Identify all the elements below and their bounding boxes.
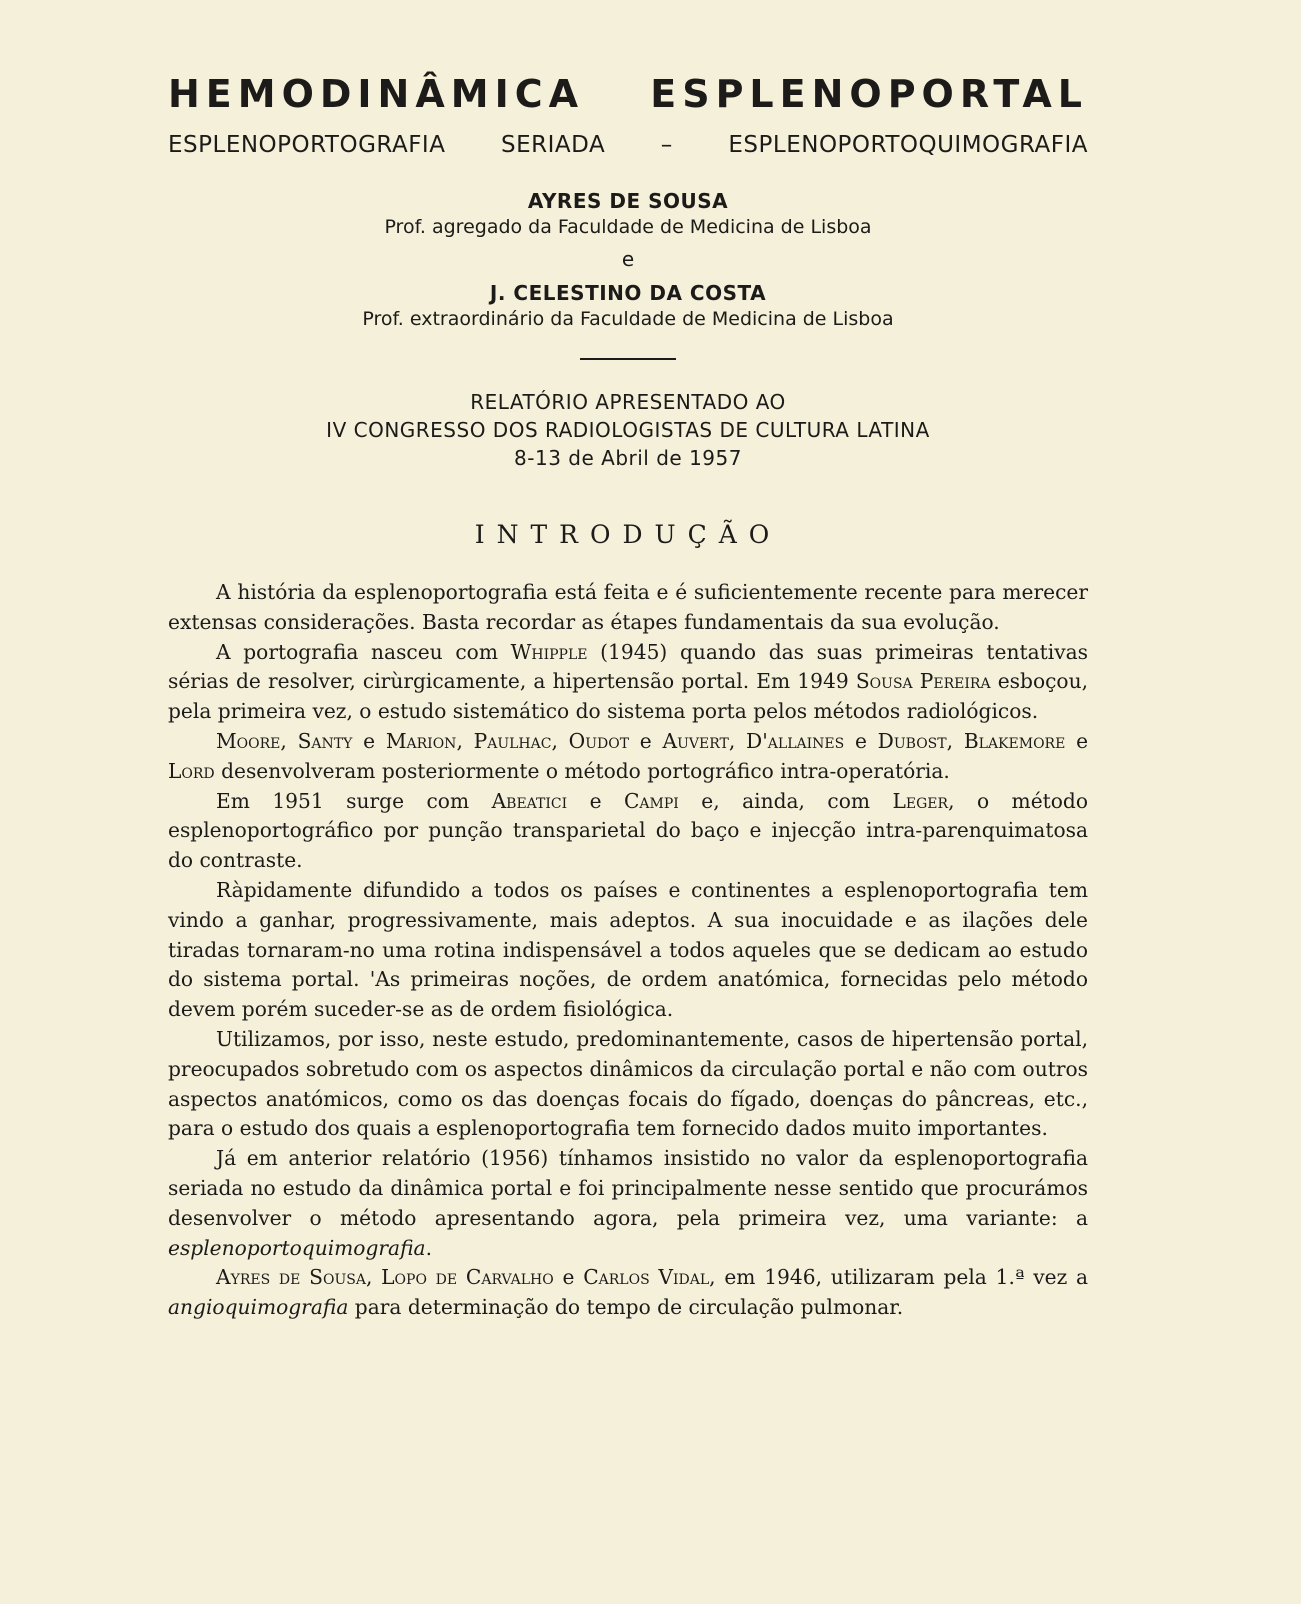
section-heading: INTRODUÇÃO	[474, 520, 782, 549]
italic-term: esplenoportoquimografia	[168, 1235, 426, 1260]
author-block	[168, 188, 1088, 332]
paragraph-2: A portografia nasceu com Whipple (1945) quando das suas primeiras tentativas sérias de resolver, cirùrgicamente, a hipertensão portal. Em 1949 Sousa Pereira esboçou, pela primeira vez, o estudo sistemático do sistema porta pelos métodos radiológicos.	[168, 639, 1088, 724]
author-affiliation-1: Prof. agregado da Faculdade de Medicina de Lisboa	[384, 216, 872, 238]
author-ref: Blakemore	[963, 728, 1066, 753]
document-subtitle: ESPLENOPORTOGRAFIA SERIADA – ESPLENOPORTOQUIMOGRAFIA	[168, 132, 1088, 158]
author-ref: Sousa Pereira	[855, 669, 991, 694]
author-ref: Paulhac	[473, 728, 552, 753]
author-name-1: AYRES DE SOUSA	[527, 189, 729, 213]
divider-rule	[580, 358, 676, 360]
report-line-1: RELATÓRIO APRESENTADO AO	[470, 390, 786, 414]
author-ref: Ayres de Sousa	[216, 1265, 366, 1290]
author-ref: Lopo de Carvalho	[381, 1265, 554, 1290]
author-ref: Leger	[892, 788, 949, 813]
author-ref: Oudot	[568, 728, 630, 753]
paragraph-8: Ayres de Sousa, Lopo de Carvalho e Carlos Vidal, em 1946, utilizaram pela 1.ª vez a angioquimografia para determinação do tempo de circulação pulmonar.	[168, 1265, 1088, 1320]
author-ref: Campi	[623, 788, 679, 813]
paragraph-6: Utilizamos, por isso, neste estudo, predominantemente, casos de hipertensão portal, preocupados sobretudo com os aspectos dinâmicos da circulação portal e não com outros aspectos anatómicos, como os das doenças focais do fígado, doenças do pâncreas, etc., para o estudo dos quais a esplenoportografia tem fornecido dados muito importantes.	[168, 1026, 1088, 1141]
author-affiliation-2: Prof. extraordinário da Faculdade de Medicina de Lisboa	[362, 308, 894, 330]
paragraph-5: Ràpidamente difundido a todos os países e continentes a esplenoportografia tem vindo a ganhar, progressivamente, mais adeptos. A sua inocuidade e as ilações dele tiradas tornaram-no uma rotina indispensável a todos aqueles que se dedicam ao estudo do sistema portal. 'As primeiras noções, de ordem anatómica, fornecidas pelo método devem porém suceder-se as de ordem fisiológica.	[168, 877, 1088, 1022]
author-ref: Dubost	[877, 728, 947, 753]
paragraph-3: Moore, Santy e Marion, Paulhac, Oudot e Auvert, D'allaines e Dubost, Blakemore e Lord desenvolveram posteriormente o método portográfico intra-operatória.	[168, 728, 1089, 783]
report-date: 8-13 de Abril de 1957	[514, 446, 742, 470]
author-name-2: J. CELESTINO DA COSTA	[489, 281, 767, 305]
paragraph-7: Já em anterior relatório (1956) tínhamos insistido no valor da esplenoportografia seriada no estudo da dinâmica portal e foi principalmente nesse sentido que procurámos desenvolver o método apresentando agora, pela primeira vez, uma variante: a esplenoportoquimografia.	[168, 1146, 1088, 1260]
author-ref: Santy	[297, 728, 353, 753]
italic-term: angioquimografia	[168, 1295, 349, 1320]
author-separator: e	[621, 247, 635, 271]
author-ref: D'allaines	[746, 728, 845, 753]
document-page	[168, 70, 1088, 1323]
paragraph-1: A história da esplenoportografia está feita e é suficientemente recente para merecer extensas considerações. Basta recordar as étapes fundamentais da sua evolução.	[168, 580, 1088, 634]
author-ref: Auvert	[662, 728, 729, 753]
report-line-2: IV CONGRESSO DOS RADIOLOGISTAS DE CULTURA LATINA	[326, 418, 930, 442]
author-ref: Lord	[168, 758, 215, 783]
author-ref: Marion	[385, 728, 457, 753]
report-info	[168, 388, 1088, 472]
paragraph-4: Em 1951 surge com Abeatici e Campi e, ainda, com Leger, o método esplenoportográfico por punção transparietal do baço e injecção intra-parenquimatosa do contraste.	[168, 788, 1088, 873]
author-ref: Carlos Vidal	[583, 1265, 710, 1290]
body-text	[168, 578, 1088, 1323]
author-ref: Abeatici	[491, 788, 568, 813]
author-ref: Moore	[216, 728, 281, 753]
author-ref: Whipple	[510, 639, 588, 664]
document-title: HEMODINÂMICA ESPLENOPORTAL	[168, 72, 1088, 116]
